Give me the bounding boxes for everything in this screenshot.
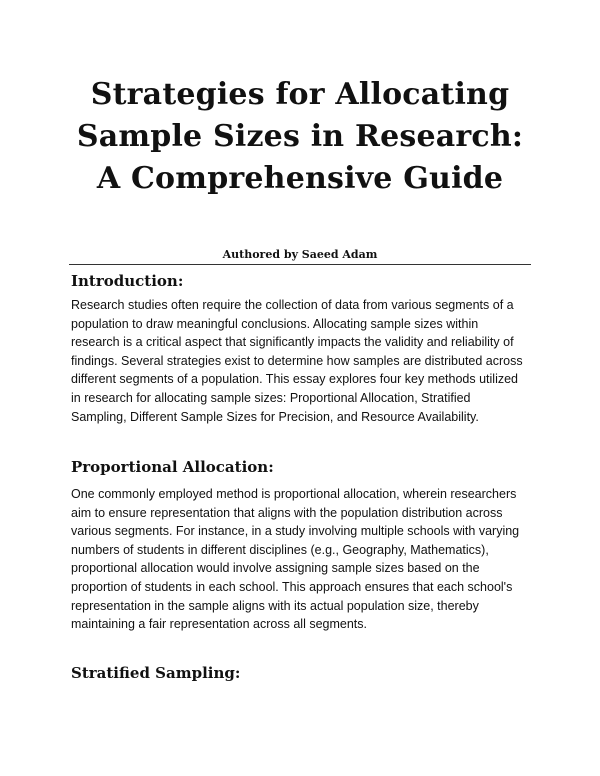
text-line: proportion of students in each school. This approach ensures that each school's bbox=[71, 579, 513, 594]
text-line: population to draw meaningful conclusions. Allocating sample sizes within bbox=[71, 316, 479, 331]
section-heading-stratified-sampling: Stratified Sampling: bbox=[71, 664, 241, 682]
title-line: A Comprehensive Guide bbox=[96, 161, 504, 196]
section-heading-proportional-allocation: Proportional Allocation: bbox=[71, 458, 274, 476]
text-line: findings. Several strategies exist to determine how samples are distributed across bbox=[71, 353, 523, 368]
divider bbox=[69, 264, 531, 265]
text-line: numbers of students in different disciplines (e.g., Geography, Mathematics), bbox=[71, 542, 489, 557]
text-line: different segments of a population. This essay explores four key methods utilized bbox=[71, 372, 519, 387]
text-line: proportional allocation would involve assigning sample sizes based on the bbox=[71, 561, 480, 576]
text-line: representation in the sample aligns with its actual population size, thereby bbox=[71, 598, 479, 613]
section-heading-introduction: Introduction: bbox=[71, 272, 184, 290]
text-line: in research for allocating sample sizes: Proportional Allocation, Stratified bbox=[71, 390, 471, 405]
text-line: various segments. For instance, in a study involving multiple schools with varying bbox=[71, 524, 520, 539]
title-line: Strategies for Allocating bbox=[90, 77, 510, 112]
document-title bbox=[40, 74, 560, 200]
text-line: maintaining a fair representation across all segments. bbox=[71, 617, 367, 632]
section-body-introduction bbox=[71, 296, 541, 426]
text-line: One commonly employed method is proportional allocation, wherein researchers bbox=[71, 487, 517, 501]
title-line: Sample Sizes in Research: bbox=[76, 119, 524, 154]
author-byline: Authored by Saeed Adam bbox=[222, 248, 378, 261]
text-line: Sampling, Different Sample Sizes for Precision, and Resource Availability. bbox=[71, 409, 479, 424]
text-line: aim to ensure representation that aligns with the population distribution across bbox=[71, 505, 503, 520]
text-line: research is a critical aspect that significantly impacts the validity and reliability of bbox=[71, 335, 514, 350]
text-line: Research studies often require the collection of data from various segments of a bbox=[71, 298, 514, 312]
section-body-proportional-allocation bbox=[71, 485, 541, 634]
